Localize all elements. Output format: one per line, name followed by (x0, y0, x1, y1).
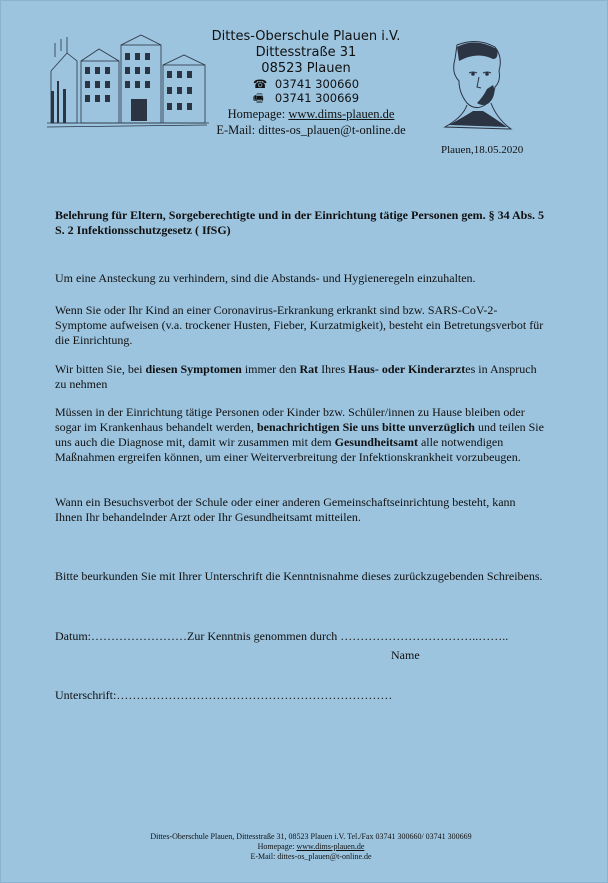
school-street: Dittesstraße 31 (255, 45, 357, 60)
p3-text-c: immer den (241, 362, 300, 376)
paragraph-2: Wenn Sie oder Ihr Kind an einer Coronavirus-Erkrankung erkrankt sind bzw. SARS-CoV-2-Symptome aufweisen (v.a. trockener Husten, Fieber, Kurzatmigkeit), besteht ein Betretungsverbot für die Einrichtung. (55, 303, 544, 347)
signature-line[interactable]: Unterschrift:…………………………………………………………… (55, 688, 393, 702)
datum-line[interactable]: Datum:……………………Zur Kenntnis genommen durch ……………………………..…….. (55, 629, 509, 643)
p3-bold-arzt: Haus- oder Kinderarzt (348, 362, 466, 376)
school-name: Dittes-Oberschule Plauen i.V. (211, 29, 401, 44)
phone-icon: ☎ (252, 77, 268, 91)
footer (61, 832, 561, 862)
p3-bold-symptoms: diesen Symptomen (145, 362, 242, 376)
p4-text-c: und teilen Sie uns auch die Diagnose mit, damit wir zusammen mit dem (55, 420, 544, 449)
email-line: E-Mail: dittes-os_plauen@t-online.de (216, 123, 406, 137)
p4-bold-notify: benachrichtigen Sie uns bitte unverzüglich (256, 420, 475, 434)
footer-email: E-Mail: dittes-os_plauen@t-online.de (250, 852, 372, 861)
school-building-sketch (47, 31, 209, 129)
paragraph-3 (55, 362, 545, 392)
place-date: Plauen,18.05.2020 (441, 144, 524, 156)
portrait-sketch (437, 37, 519, 133)
document-title: Belehrung für Eltern, Sorgeberechtigte und in der Einrichtung tätige Personen gem. § 34 Abs. 5 S. 2 Infektionsschutzgesetz ( IfSG) (55, 208, 544, 237)
paragraph-4 (55, 405, 545, 465)
fax-line (191, 91, 421, 105)
homepage-line (191, 107, 431, 122)
phone-number: 03741 300660 (274, 77, 360, 91)
p3-bold-rat: Rat (299, 362, 319, 376)
p3-text-a: Wir bitten Sie, bei (55, 362, 146, 376)
paragraph-6: Bitte beurkunden Sie mit Ihrer Unterschrift die Kenntnisnahme dieses zurückzugebenden Schreibens. (55, 569, 543, 583)
paragraph-1: Um eine Ansteckung zu verhindern, sind die Abstands- und Hygieneregeln einzuhalten. (55, 271, 476, 285)
footer-homepage (61, 842, 561, 852)
footer-address: Dittes-Oberschule Plauen, Dittesstraße 31, 08523 Plauen i.V. Tel./Fax 03741 300660/ 03741 300669 (150, 832, 472, 841)
footer-homepage-label: Homepage: (257, 842, 297, 851)
fax-icon: 🖷 (252, 91, 264, 105)
homepage-label: Homepage: (227, 107, 289, 121)
p4-bold-gesundheitsamt: Gesundheitsamt (334, 435, 418, 449)
phone-line (191, 77, 421, 91)
name-label: Name (391, 648, 420, 662)
p3-text-e: Ihres (318, 362, 349, 376)
p4-text-e: alle notwendigen Maßnahmen ergreifen können, um einer Weiterverbreitung der Infektionskrankheit vorzubeugen. (55, 435, 521, 464)
paragraph-5: Wann ein Besuchsverbot der Schule oder einer anderen Gemeinschaftseinrichtung besteht, kann Ihnen Ihr behandelnder Arzt oder Ihr Gesundheitsamt mitteilen. (55, 495, 516, 524)
school-address (191, 29, 421, 105)
footer-homepage-link[interactable]: www.dims-plauen.de (296, 842, 365, 851)
p4-text-a: Müssen in der Einrichtung tätige Personen oder Kinder bzw. Schüler/innen zu Hause bleiben oder sogar im Krankenhaus behandelt werden, (55, 405, 525, 434)
homepage-link[interactable]: www.dims-plauen.de (288, 107, 395, 121)
fax-number: 03741 300669 (274, 91, 360, 105)
p3-text-g: es in Anspruch zu nehmen (55, 362, 537, 391)
school-city: 08523 Plauen (261, 61, 351, 76)
